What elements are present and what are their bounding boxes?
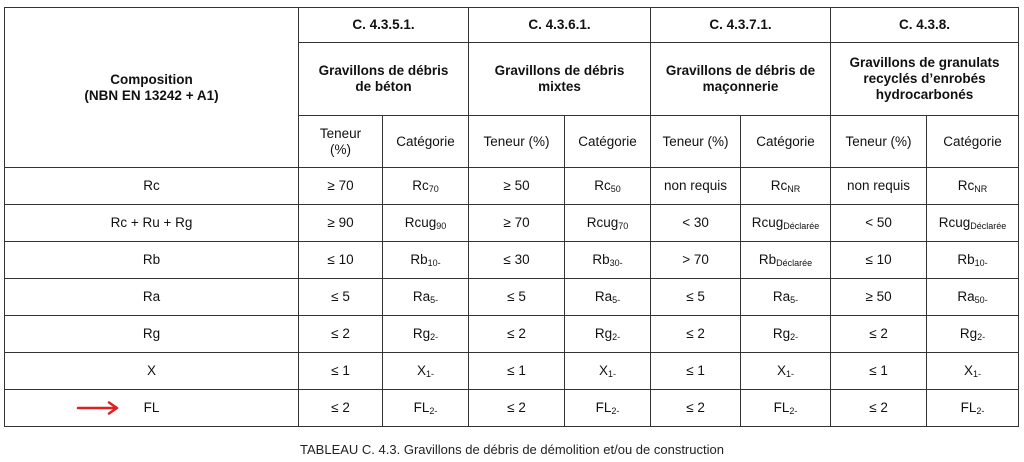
teneur-value: > 70 bbox=[651, 242, 741, 279]
table-row bbox=[5, 316, 1019, 353]
teneur-value: ≤ 10 bbox=[299, 242, 383, 279]
name-line: de béton bbox=[355, 79, 412, 94]
category-symbol: Rg bbox=[959, 326, 978, 341]
category-symbol: Rb bbox=[410, 252, 428, 267]
teneur-value: non requis bbox=[651, 168, 741, 205]
category-subscript: 10- bbox=[974, 258, 988, 268]
row-label: Ra bbox=[5, 279, 299, 316]
teneur-line: (%) bbox=[330, 141, 351, 157]
name-line: maçonnerie bbox=[702, 79, 779, 94]
categorie-header: Catégorie bbox=[565, 116, 651, 168]
category-subscript: 2- bbox=[611, 406, 620, 416]
category-symbol: Ra bbox=[772, 289, 791, 304]
categorie-header: Catégorie bbox=[741, 116, 831, 168]
composition-label: Composition bbox=[110, 71, 193, 87]
table-row bbox=[5, 242, 1019, 279]
row-label: Rc + Ru + Rg bbox=[5, 205, 299, 242]
teneur-value: ≥ 90 bbox=[299, 205, 383, 242]
code-header: C. 4.3.5.1. bbox=[299, 8, 469, 43]
category-symbol: Rcug bbox=[586, 215, 619, 230]
category-value bbox=[383, 390, 469, 427]
category-subscript: Déclarée bbox=[970, 221, 1007, 231]
teneur-value: ≤ 30 bbox=[469, 242, 565, 279]
teneur-value: ≤ 5 bbox=[469, 279, 565, 316]
category-symbol: Rc bbox=[594, 178, 611, 193]
category-subscript: 5- bbox=[790, 295, 799, 305]
category-symbol: Rg bbox=[412, 326, 431, 341]
category-subscript: 2- bbox=[612, 332, 621, 342]
category-symbol: Rb bbox=[957, 252, 975, 267]
name-line: recyclés d’enrobés bbox=[863, 71, 986, 86]
category-symbol: X bbox=[599, 363, 609, 378]
code-header: C. 4.3.7.1. bbox=[651, 8, 831, 43]
teneur-value: ≤ 10 bbox=[831, 242, 927, 279]
category-value bbox=[741, 279, 831, 316]
name-line: mixtes bbox=[538, 79, 581, 94]
teneur-header bbox=[299, 116, 383, 168]
code-header: C. 4.3.6.1. bbox=[469, 8, 651, 43]
teneur-value: ≥ 50 bbox=[831, 279, 927, 316]
category-subscript: NR bbox=[974, 184, 988, 194]
category-symbol: X bbox=[964, 363, 974, 378]
categorie-header: Catégorie bbox=[927, 116, 1019, 168]
teneur-value: ≤ 2 bbox=[651, 316, 741, 353]
table-row bbox=[5, 353, 1019, 390]
category-value bbox=[927, 390, 1019, 427]
composition-table bbox=[4, 7, 1019, 427]
category-subscript: 5- bbox=[612, 295, 621, 305]
category-subscript: 1- bbox=[973, 369, 982, 379]
category-symbol: Ra bbox=[412, 289, 431, 304]
category-subscript: 50 bbox=[610, 184, 621, 194]
category-subscript: 2- bbox=[790, 332, 799, 342]
category-subscript: 2- bbox=[976, 406, 985, 416]
category-subscript: 2- bbox=[977, 332, 986, 342]
name-line: hydrocarbonés bbox=[875, 87, 974, 102]
teneur-value: ≤ 2 bbox=[831, 390, 927, 427]
table-row bbox=[5, 279, 1019, 316]
category-subscript: 70 bbox=[618, 221, 629, 231]
category-value bbox=[565, 205, 651, 242]
category-value bbox=[927, 205, 1019, 242]
category-value bbox=[565, 316, 651, 353]
category-subscript: 30- bbox=[609, 258, 623, 268]
category-symbol: Ra bbox=[957, 289, 975, 304]
category-value bbox=[927, 316, 1019, 353]
category-value bbox=[383, 279, 469, 316]
teneur-header: Teneur (%) bbox=[831, 116, 927, 168]
category-value bbox=[741, 316, 831, 353]
teneur-value: ≤ 2 bbox=[831, 316, 927, 353]
category-value bbox=[741, 242, 831, 279]
teneur-value: ≥ 70 bbox=[299, 168, 383, 205]
row-label: Rc bbox=[5, 168, 299, 205]
category-value bbox=[927, 168, 1019, 205]
category-symbol: X bbox=[777, 363, 787, 378]
category-symbol: Rcug bbox=[751, 215, 784, 230]
category-value bbox=[383, 353, 469, 390]
norm-label: (NBN EN 13242 + A1) bbox=[84, 87, 219, 103]
category-subscript: 2- bbox=[430, 332, 439, 342]
table-row bbox=[5, 168, 1019, 205]
category-symbol: Rcug bbox=[404, 215, 437, 230]
category-value bbox=[383, 168, 469, 205]
name-line: Gravillons de débris bbox=[318, 63, 449, 78]
table-row bbox=[5, 390, 1019, 427]
category-symbol: Rcug bbox=[938, 215, 971, 230]
row-label: Rg bbox=[5, 316, 299, 353]
teneur-value: ≤ 5 bbox=[651, 279, 741, 316]
category-symbol: Rg bbox=[772, 326, 791, 341]
aggregate-name-header bbox=[651, 43, 831, 116]
teneur-value: ≥ 70 bbox=[469, 205, 565, 242]
category-symbol: X bbox=[416, 363, 426, 378]
categorie-header: Catégorie bbox=[383, 116, 469, 168]
category-symbol: Rb bbox=[758, 252, 777, 267]
teneur-value: ≤ 2 bbox=[299, 390, 383, 427]
name-line: Gravillons de granulats bbox=[849, 55, 1000, 70]
teneur-value: ≤ 2 bbox=[469, 390, 565, 427]
category-value bbox=[927, 353, 1019, 390]
category-value bbox=[383, 316, 469, 353]
category-subscript: 2- bbox=[789, 406, 798, 416]
row-label: X bbox=[5, 353, 299, 390]
category-value bbox=[741, 168, 831, 205]
teneur-value: ≤ 5 bbox=[299, 279, 383, 316]
category-value bbox=[565, 168, 651, 205]
category-symbol: FL bbox=[773, 400, 790, 415]
category-symbol: Rb bbox=[592, 252, 610, 267]
teneur-line: Teneur bbox=[319, 125, 362, 141]
teneur-header: Teneur (%) bbox=[651, 116, 741, 168]
category-subscript: 1- bbox=[426, 369, 435, 379]
category-value bbox=[927, 279, 1019, 316]
category-symbol: FL bbox=[413, 400, 430, 415]
category-value bbox=[741, 205, 831, 242]
teneur-header: Teneur (%) bbox=[469, 116, 565, 168]
table-caption: TABLEAU C. 4.3. Gravillons de débris de démolition et/ou de construction bbox=[300, 442, 724, 457]
category-symbol: FL bbox=[960, 400, 977, 415]
category-subscript: 90 bbox=[436, 221, 447, 231]
category-subscript: Déclarée bbox=[776, 258, 813, 268]
category-subscript: 2- bbox=[429, 406, 438, 416]
category-value bbox=[741, 390, 831, 427]
category-symbol: FL bbox=[595, 400, 612, 415]
aggregate-name-header bbox=[831, 43, 1019, 116]
category-symbol: Ra bbox=[594, 289, 613, 304]
teneur-value: ≤ 2 bbox=[299, 316, 383, 353]
composition-header bbox=[5, 8, 299, 168]
category-subscript: Déclarée bbox=[783, 221, 820, 231]
teneur-value: < 30 bbox=[651, 205, 741, 242]
category-value bbox=[565, 353, 651, 390]
category-subscript: 50- bbox=[974, 295, 988, 305]
category-symbol: Rg bbox=[594, 326, 613, 341]
teneur-value: ≤ 1 bbox=[469, 353, 565, 390]
teneur-value: ≥ 50 bbox=[469, 168, 565, 205]
category-value bbox=[383, 242, 469, 279]
category-symbol: Rc bbox=[957, 178, 975, 193]
teneur-value: ≤ 1 bbox=[831, 353, 927, 390]
teneur-value: ≤ 2 bbox=[469, 316, 565, 353]
category-value bbox=[741, 353, 831, 390]
teneur-value: < 50 bbox=[831, 205, 927, 242]
category-subscript: 70 bbox=[428, 184, 439, 194]
teneur-value: non requis bbox=[831, 168, 927, 205]
name-line: Gravillons de débris de bbox=[665, 63, 816, 78]
category-value bbox=[927, 242, 1019, 279]
row-label: FL bbox=[5, 390, 299, 427]
name-line: Gravillons de débris bbox=[494, 63, 625, 78]
category-subscript: 5- bbox=[430, 295, 439, 305]
table-row bbox=[5, 205, 1019, 242]
category-value bbox=[565, 390, 651, 427]
category-value bbox=[565, 279, 651, 316]
aggregate-name-header bbox=[469, 43, 651, 116]
category-subscript: 1- bbox=[786, 369, 795, 379]
category-value bbox=[383, 205, 469, 242]
category-symbol: Rc bbox=[770, 178, 788, 193]
category-symbol: Rc bbox=[412, 178, 429, 193]
category-subscript: NR bbox=[787, 184, 801, 194]
category-value bbox=[565, 242, 651, 279]
code-header: C. 4.3.8. bbox=[831, 8, 1019, 43]
category-subscript: 10- bbox=[427, 258, 441, 268]
category-subscript: 1- bbox=[608, 369, 617, 379]
teneur-value: ≤ 1 bbox=[299, 353, 383, 390]
row-label: Rb bbox=[5, 242, 299, 279]
teneur-value: ≤ 1 bbox=[651, 353, 741, 390]
teneur-value: ≤ 2 bbox=[651, 390, 741, 427]
red-arrow-right-icon bbox=[76, 401, 122, 415]
aggregate-name-header bbox=[299, 43, 469, 116]
